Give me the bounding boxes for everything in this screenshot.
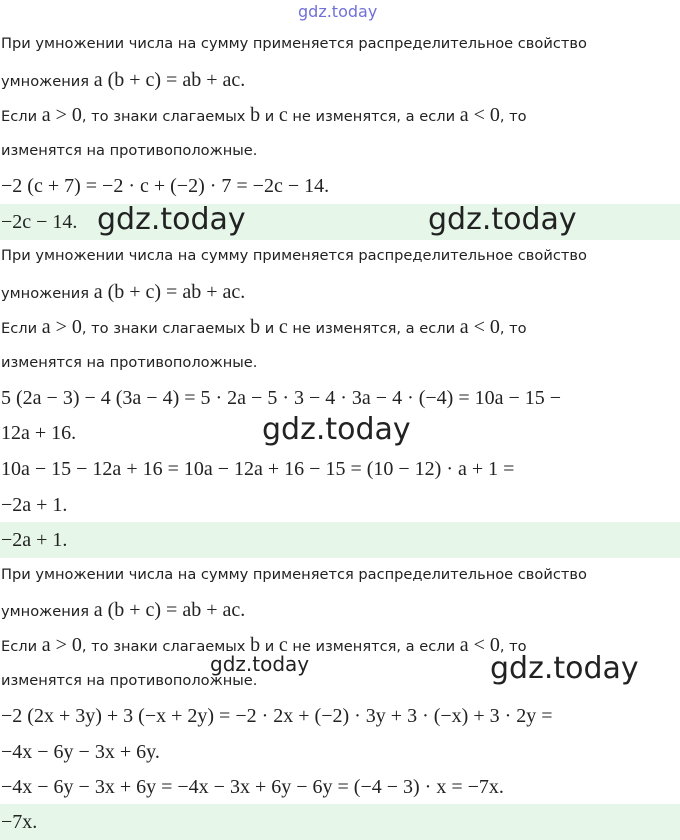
solution-line xyxy=(0,769,680,805)
math-expression: a (b + c) = ab + ac. xyxy=(93,281,246,303)
math-expression: b xyxy=(250,316,261,338)
math-expression: c xyxy=(278,316,288,338)
solution-line xyxy=(0,451,680,487)
math-expression: −2c − 14. xyxy=(1,211,78,233)
solution-line xyxy=(0,97,680,133)
math-expression: a < 0 xyxy=(459,316,500,338)
text-fragment: При умножении числа на сумму применяется распределительное свойство xyxy=(1,566,587,583)
text-fragment: Если xyxy=(1,320,42,337)
solution-line xyxy=(0,345,680,381)
math-expression: a (b + c) = ab + ac. xyxy=(93,69,246,91)
text-fragment: изменятся на противоположные. xyxy=(1,672,258,689)
answer-line xyxy=(0,522,680,558)
text-fragment: Если xyxy=(1,638,42,655)
text-fragment: , то xyxy=(499,320,527,337)
text-fragment: , то xyxy=(499,638,527,655)
text-fragment: Если xyxy=(1,108,42,125)
text-fragment: , то xyxy=(499,108,527,125)
solution-line xyxy=(0,487,680,523)
math-expression: −7x. xyxy=(1,811,38,833)
text-fragment: не изменятся, а если xyxy=(287,638,460,655)
math-expression: b xyxy=(250,104,261,126)
solution-line xyxy=(0,380,680,416)
text-fragment: и xyxy=(260,108,279,125)
watermark: gdz.today xyxy=(490,651,639,686)
text-fragment: не изменятся, а если xyxy=(287,108,460,125)
answer-line xyxy=(0,804,680,840)
watermark: gdz.today xyxy=(97,202,246,237)
text-fragment: , то знаки слагаемых xyxy=(81,320,251,337)
math-expression: a > 0 xyxy=(41,316,82,338)
math-expression: −2 (c + 7) = −2 · c + (−2) · 7 = −2c − 14. xyxy=(1,175,330,197)
math-expression: −2 (2x + 3y) + 3 (−x + 2y) = −2 · 2x + (−2) · 3y + 3 · (−x) + 3 · 2y = xyxy=(1,705,553,727)
watermark: gdz.today xyxy=(262,412,411,447)
text-fragment: не изменятся, а если xyxy=(287,320,460,337)
text-fragment: и xyxy=(260,638,279,655)
math-expression: −2a + 1. xyxy=(1,494,68,516)
solution-line xyxy=(0,734,680,770)
watermark: gdz.today xyxy=(210,652,310,676)
math-expression: c xyxy=(278,634,288,656)
math-expression: a (b + c) = ab + ac. xyxy=(93,599,246,621)
text-fragment: умножения xyxy=(1,73,94,90)
text-fragment: При умножении числа на сумму применяется распределительное свойство xyxy=(1,247,587,264)
solution-line xyxy=(0,698,680,734)
text-fragment: умножения xyxy=(1,285,94,302)
solution-line xyxy=(0,133,680,169)
text-fragment: , то знаки слагаемых xyxy=(81,108,251,125)
math-expression: a > 0 xyxy=(41,634,82,656)
solution-line xyxy=(0,168,680,204)
math-expression: 5 (2a − 3) − 4 (3a − 4) = 5 · 2a − 5 · 3 − 4 · 3a − 4 · (−4) = 10a − 15 − xyxy=(1,387,562,409)
solution-line xyxy=(0,62,680,98)
math-expression: c xyxy=(278,104,288,126)
text-fragment: изменятся на противоположные. xyxy=(1,142,258,159)
math-expression: a > 0 xyxy=(41,104,82,126)
math-expression: a < 0 xyxy=(459,634,500,656)
math-expression: −4x − 6y − 3x + 6y = −4x − 3x + 6y − 6y = (−4 − 3) · x = −7x. xyxy=(1,776,504,798)
math-expression: −2a + 1. xyxy=(1,529,68,551)
solution-line xyxy=(0,592,680,628)
text-fragment: , то знаки слагаемых xyxy=(81,638,251,655)
solution-line xyxy=(0,557,680,593)
text-fragment: и xyxy=(260,320,279,337)
solution-line xyxy=(0,26,680,62)
solution-line xyxy=(0,309,680,345)
math-expression: 12a + 16. xyxy=(1,422,77,444)
text-fragment: умножения xyxy=(1,603,94,620)
math-expression: a < 0 xyxy=(459,104,500,126)
watermark-top: gdz.today xyxy=(298,2,378,21)
watermark: gdz.today xyxy=(428,202,577,237)
solution-line xyxy=(0,238,680,274)
math-expression: 10a − 15 − 12a + 16 = 10a − 12a + 16 − 15 = (10 − 12) · a + 1 = xyxy=(1,458,515,480)
solution-line xyxy=(0,274,680,310)
text-fragment: При умножении числа на сумму применяется распределительное свойство xyxy=(1,35,587,52)
math-expression: b xyxy=(250,634,261,656)
text-fragment: изменятся на противоположные. xyxy=(1,354,258,371)
math-expression: −4x − 6y − 3x + 6y. xyxy=(1,741,160,763)
